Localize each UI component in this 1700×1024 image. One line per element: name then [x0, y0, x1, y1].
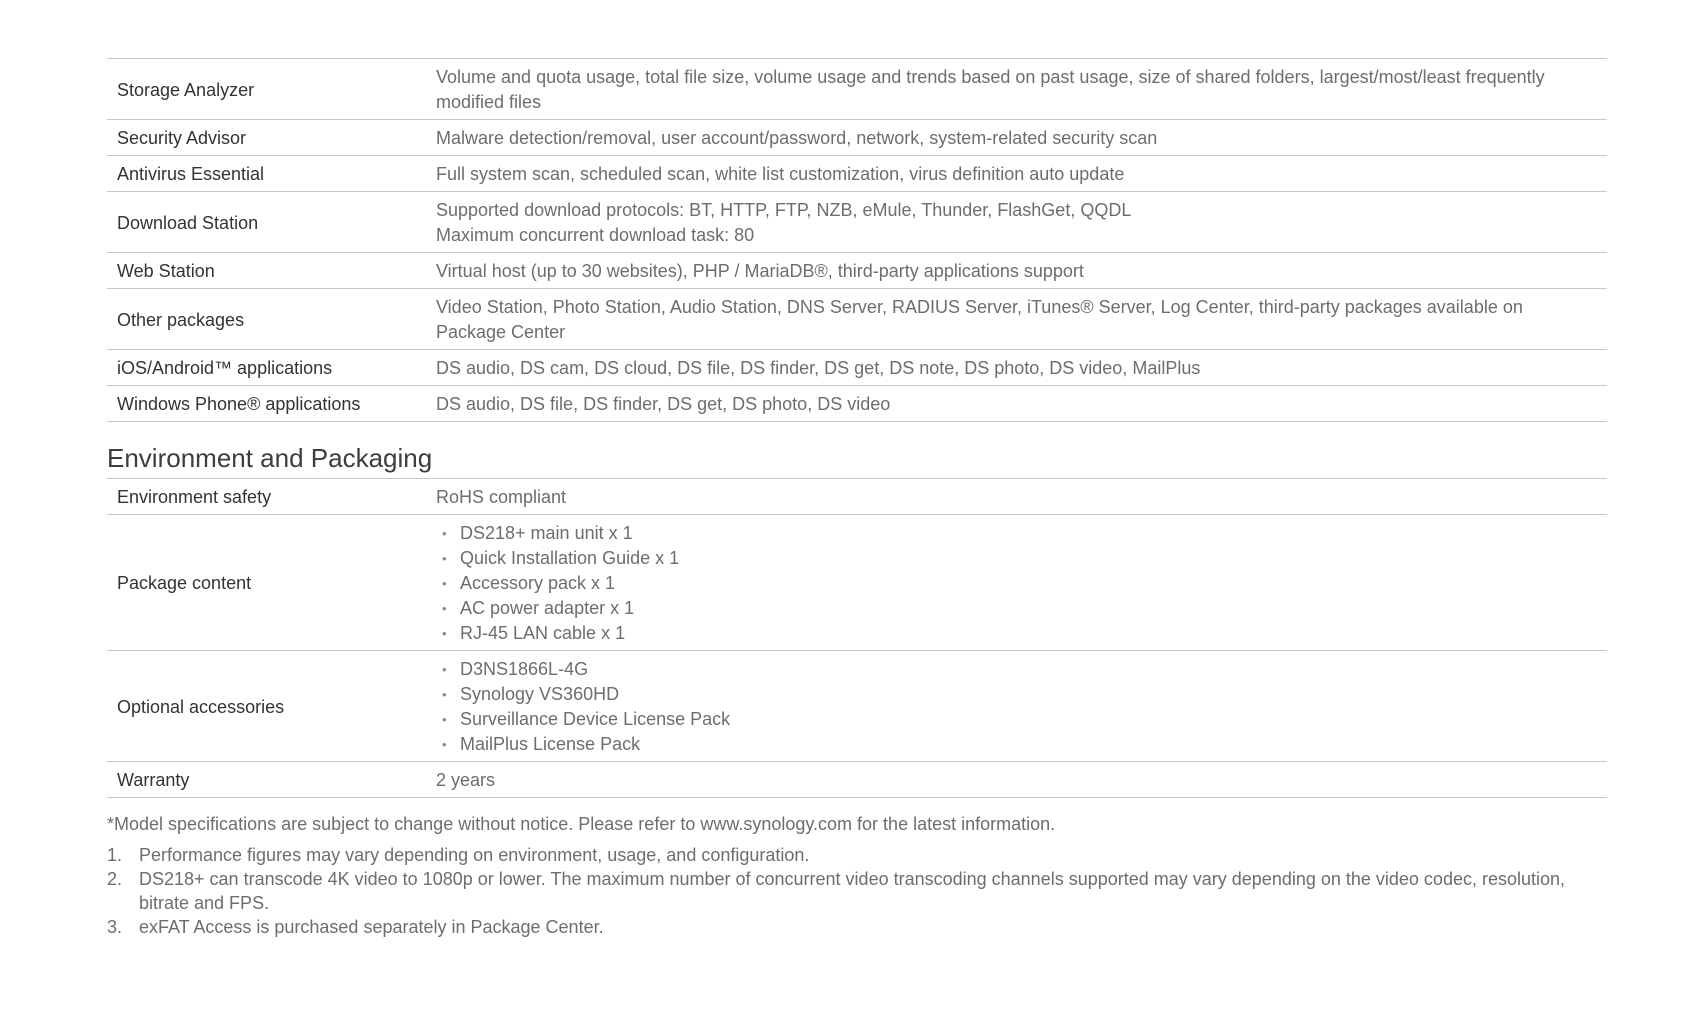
list-item: • RJ-45 LAN cable x 1	[436, 621, 1597, 646]
row-label-package-content: Package content	[107, 515, 426, 651]
download-protocols-line: Supported download protocols: BT, HTTP, FTP, NZB, eMule, Thunder, FlashGet, QQDL	[436, 200, 1132, 220]
row-value-warranty: 2 years	[426, 762, 1607, 798]
table-row	[107, 253, 1607, 289]
footnote-number: 2.	[107, 869, 123, 889]
table-row	[107, 59, 1607, 120]
environment-spec-table	[107, 478, 1607, 798]
list-item: • MailPlus License Pack	[436, 732, 1597, 757]
row-value-environment-safety: RoHS compliant	[426, 479, 1607, 515]
row-label-download-station: Download Station	[107, 192, 426, 253]
row-label-storage-analyzer: Storage Analyzer	[107, 59, 426, 120]
footnote-text: Performance figures may vary depending on environment, usage, and configuration.	[139, 845, 810, 865]
row-label-windows-phone-apps: Windows Phone® applications	[107, 386, 426, 422]
list-item: • Synology VS360HD	[436, 682, 1597, 707]
list-item: • AC power adapter x 1	[436, 596, 1597, 621]
list-item: • D3NS1866L-4G	[436, 657, 1597, 682]
download-max-tasks-line: Maximum concurrent download task: 80	[436, 225, 755, 245]
footnote-text: exFAT Access is purchased separately in Package Center.	[139, 917, 604, 937]
row-label-antivirus-essential: Antivirus Essential	[107, 156, 426, 192]
footnotes-list	[107, 843, 1607, 939]
row-value-ios-android-apps: DS audio, DS cam, DS cloud, DS file, DS finder, DS get, DS note, DS photo, DS video, MailPlus	[426, 350, 1607, 386]
row-value-windows-phone-apps: DS audio, DS file, DS finder, DS get, DS photo, DS video	[426, 386, 1607, 422]
list-item: • DS218+ main unit x 1	[436, 521, 1597, 546]
spec-container	[107, 58, 1607, 939]
row-label-ios-android-apps: iOS/Android™ applications	[107, 350, 426, 386]
row-label-other-packages: Other packages	[107, 289, 426, 350]
list-item: • Quick Installation Guide x 1	[436, 546, 1597, 571]
row-value-security-advisor: Malware detection/removal, user account/password, network, system-related security scan	[426, 120, 1607, 156]
footnote-number: 3.	[107, 917, 123, 937]
row-value-storage-analyzer: Volume and quota usage, total file size, volume usage and trends based on past usage, size of shared folders, largest/most/least frequently modified files	[426, 59, 1607, 120]
table-row	[107, 192, 1607, 253]
footnote-item	[107, 915, 1607, 939]
package-content-list	[436, 521, 1597, 646]
section-title-environment: Environment and Packaging	[107, 443, 433, 473]
disclaimer-text: *Model specifications are subject to change without notice. Please refer to www.synology.com for the latest information.	[107, 814, 1056, 834]
row-value-other-packages: Video Station, Photo Station, Audio Station, DNS Server, RADIUS Server, iTunes® Server, Log Center, third-party packages available on Package Center	[426, 289, 1607, 350]
table-row	[107, 651, 1607, 762]
row-label-web-station: Web Station	[107, 253, 426, 289]
footnote-text: DS218+ can transcode 4K video to 1080p or lower. The maximum number of concurrent video transcoding channels supported may vary depending on the video codec, resolution, bitrate and FPS.	[139, 869, 1566, 913]
footnote-item	[107, 843, 1607, 867]
table-row	[107, 479, 1607, 515]
table-row	[107, 386, 1607, 422]
row-label-security-advisor: Security Advisor	[107, 120, 426, 156]
footnote-item	[107, 867, 1607, 915]
optional-accessories-list	[436, 657, 1597, 757]
table-row	[107, 156, 1607, 192]
row-value-antivirus-essential: Full system scan, scheduled scan, white list customization, virus definition auto update	[426, 156, 1607, 192]
row-label-optional-accessories: Optional accessories	[107, 651, 426, 762]
table-row	[107, 762, 1607, 798]
list-item: • Surveillance Device License Pack	[436, 707, 1597, 732]
row-label-environment-safety: Environment safety	[107, 479, 426, 515]
row-value-package-content	[426, 515, 1607, 651]
table-row	[107, 515, 1607, 651]
row-value-optional-accessories	[426, 651, 1607, 762]
table-row	[107, 350, 1607, 386]
list-item: • Accessory pack x 1	[436, 571, 1597, 596]
table-row	[107, 289, 1607, 350]
table-row	[107, 120, 1607, 156]
row-label-warranty: Warranty	[107, 762, 426, 798]
row-value-download-station	[426, 192, 1607, 253]
row-value-web-station: Virtual host (up to 30 websites), PHP / MariaDB®, third-party applications support	[426, 253, 1607, 289]
footnote-number: 1.	[107, 845, 123, 865]
software-spec-table	[107, 58, 1607, 422]
